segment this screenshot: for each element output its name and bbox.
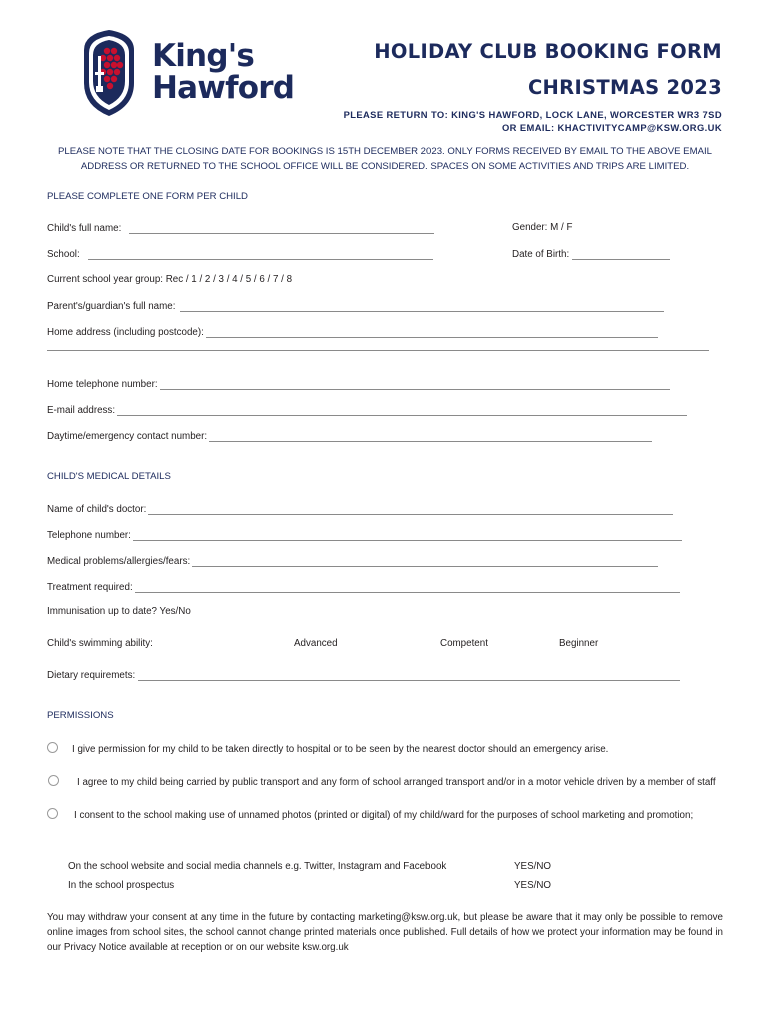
permission-photos-text: I consent to the school making use of unnamed photos (printed or digital) of my child/ward for the purposes of school marketing and promotion; [74,810,694,821]
dob-line[interactable] [572,250,670,260]
dietary-line[interactable] [138,671,680,681]
dob-field[interactable] [512,246,670,260]
doctor-telephone-field[interactable] [47,527,682,541]
home-phone-label: Home telephone number: [47,379,158,390]
home-address-label: Home address (including postcode): [47,327,204,338]
permission-transport [47,775,723,790]
home-address-field[interactable] [47,324,658,338]
section-heading-medical: CHILD'S MEDICAL DETAILS [47,471,171,482]
childs-name-line[interactable] [129,224,434,234]
media-prospectus-choice[interactable]: YES/NO [514,880,552,891]
doctor-line[interactable] [148,505,673,515]
treatment-label: Treatment required: [47,582,133,593]
year-group-field[interactable]: Current school year group: Rec / 1 / 2 / 3 / 4 / 5 / 6 / 7 / 8 [47,274,293,285]
school-field[interactable] [47,246,433,260]
media-website-choice[interactable]: YES/NO [514,861,552,872]
doctor-field[interactable] [47,501,673,515]
permission-transport-radio[interactable] [48,775,59,786]
childs-name-field[interactable] [47,220,434,234]
dob-label: Date of Birth: [512,249,570,260]
school-line[interactable] [88,250,433,260]
brand-name-line1: King's [152,38,255,74]
swim-option-competent[interactable]: Competent [440,638,488,649]
immunisation-field[interactable]: Immunisation up to date? Yes/No [47,606,191,617]
consent-withdrawal-note: You may withdraw your consent at any time in the future by contacting marketing@ksw.org.uk, but please be aware that it may only be possible to remove online images from school sites, the school cannot change printed materials once published. Full details of how we protect your information may be found in our Privacy Notice available at reception or on our website ksw.org.uk [47,912,723,953]
swim-option-advanced[interactable]: Advanced [294,638,338,649]
parent-name-label: Parent's/guardian's full name: [47,301,176,312]
home-address-line-2[interactable] [47,350,709,351]
brand-name-line2: Hawford [152,70,295,106]
gender-field[interactable]: Gender: M / F [512,222,573,233]
swimming-ability-label: Child's swimming ability: [47,638,153,649]
school-logo [76,28,301,120]
medical-problems-field[interactable] [47,553,658,567]
permission-hospital [47,742,723,757]
medical-problems-line[interactable] [192,557,658,567]
emergency-contact-field[interactable] [47,428,652,442]
crest-icon [76,28,146,120]
home-phone-field[interactable] [47,376,670,390]
dietary-field[interactable] [47,667,680,681]
home-address-line[interactable] [206,328,658,338]
return-email: OR EMAIL: KHACTIVITYCAMP@KSW.ORG.UK [501,122,722,133]
emergency-contact-label: Daytime/emergency contact number: [47,431,208,442]
permission-photos-radio[interactable] [47,808,58,819]
home-phone-line[interactable] [160,380,670,390]
doctor-label: Name of child's doctor: [47,504,147,515]
emergency-contact-line[interactable] [209,432,652,442]
media-prospectus-label: In the school prospectus [68,880,175,891]
dietary-label: Dietary requiremets: [47,670,136,681]
email-label: E-mail address: [47,405,116,416]
treatment-field[interactable] [47,579,680,593]
section-heading-permissions: PERMISSIONS [47,710,114,721]
return-address: PLEASE RETURN TO: KING'S HAWFORD, LOCK LANE, WORCESTER WR3 7SD [343,109,722,120]
childs-name-label: Child's full name: [47,223,122,234]
doctor-telephone-line[interactable] [133,531,682,541]
form-subtitle: CHRISTMAS 2023 [527,76,722,99]
email-field[interactable] [47,402,687,416]
permission-photos [47,808,723,823]
permission-hospital-text: I give permission for my child to be taken directly to hospital or to be seen by the nearest doctor should an emergency arise. [72,744,609,755]
school-label: School: [47,249,80,260]
parent-name-field[interactable] [47,298,664,312]
permission-transport-text: I agree to my child being carried by public transport and any form of school arranged transport and/or in a motor vehicle driven by a member of staff [77,777,716,788]
swim-option-beginner[interactable]: Beginner [559,638,599,649]
closing-date-notice: PLEASE NOTE THAT THE CLOSING DATE FOR BOOKINGS IS 15TH DECEMBER 2023. ONLY FORMS RECEIVED BY EMAIL TO THE ABOVE EMAIL ADDRESS OR RETURNED TO THE SCHOOL OFFICE WILL BE CONSIDERED. SPACES ON SOME ACTIVITIES AND TRIPS ARE LIMITED. [58,146,712,172]
email-line[interactable] [117,406,687,416]
parent-name-line[interactable] [180,302,664,312]
doctor-telephone-label: Telephone number: [47,530,131,541]
section-heading-child: PLEASE COMPLETE ONE FORM PER CHILD [47,191,248,202]
treatment-line[interactable] [135,583,680,593]
medical-problems-label: Medical problems/allergies/fears: [47,556,191,567]
media-website-label: On the school website and social media channels e.g. Twitter, Instagram and Facebook [68,861,447,872]
permission-hospital-radio[interactable] [47,742,58,753]
form-title: HOLIDAY CLUB BOOKING FORM [374,40,722,63]
